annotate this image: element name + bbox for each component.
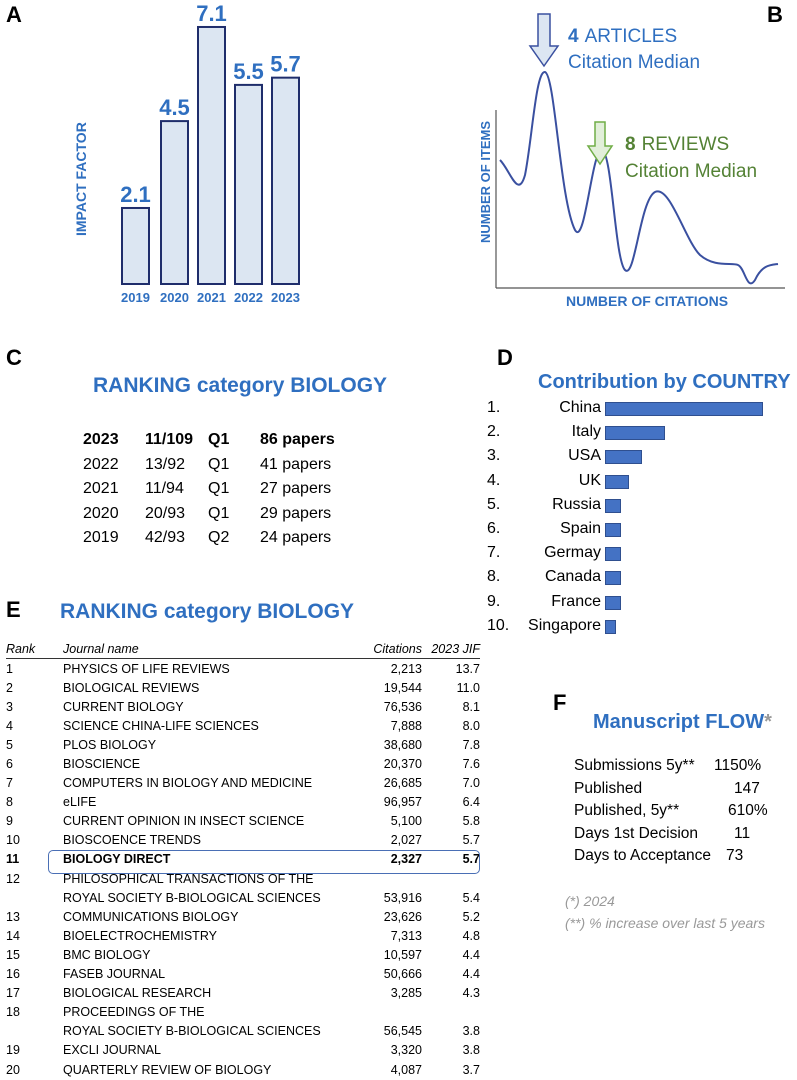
ranking-title-e: RANKING category BIOLOGY [60,600,355,623]
cell-papers: 24 papers [260,529,332,546]
articles-annotation: 4 ARTICLES [568,26,678,47]
cell-year: 2020 [83,504,119,522]
citation-distribution-chart [470,0,797,320]
panel-label-d: D [497,345,513,370]
country-rank: 10. [487,616,510,634]
table-row [6,965,480,984]
country-bar-russia [605,499,621,513]
rank-cell: 2 [6,680,13,695]
jif-cell: 8.1 [462,699,480,714]
table-row [6,984,480,1003]
rank-cell: 4 [6,718,13,733]
citations-cell: 76,536 [383,699,422,714]
jif-cell: 5.7 [462,852,480,867]
cell-papers: 41 papers [260,455,332,473]
flow-row [574,823,768,846]
journal-name-cell: BIOLOGICAL RESEARCH [63,986,212,1001]
country-rank: 1. [487,399,501,416]
cell-q: Q1 [208,431,230,448]
articles-arrow-icon [530,14,558,66]
bar-value-label: 4.5 [159,95,190,121]
country-bar-usa [605,450,642,464]
jif-cell: 3.8 [462,1043,480,1058]
rank-cell: 20 [6,1062,20,1077]
citations-cell: 5,100 [390,814,422,829]
journal-name-cell: ROYAL SOCIETY B-BIOLOGICAL SCIENCES [63,1024,321,1039]
journal-name-cell: PLOS BIOLOGY [63,737,157,752]
citations-cell: 96,957 [383,795,422,810]
ranking-row [83,428,370,453]
journal-name-cell: FASEB JOURNAL [63,967,166,982]
flow-value: 610% [728,802,768,819]
journal-name-cell: BIOSCIENCE [63,757,141,772]
cell-year: 2023 [83,431,119,448]
citations-cell: 2,213 [390,661,422,676]
bar-value-label: 2.1 [120,181,151,207]
cell-papers: 27 papers [260,480,332,497]
bar-value-label: 5.7 [270,51,301,77]
table-row [6,697,480,716]
rank-cell: 18 [6,1005,20,1020]
jif-cell: 7.8 [462,737,480,752]
table-row [6,831,480,850]
table-header [6,642,480,659]
country-rank: 7. [487,544,501,562]
cell-q: Q1 [208,480,230,497]
journal-name-cell: EXCLI JOURNAL [63,1043,161,1058]
jif-cell: 5.8 [462,814,480,829]
citations-cell: 2,027 [390,833,422,848]
country-label: Singapore [528,616,601,634]
rank-cell: 7 [6,776,13,791]
flow-value: 11 [734,824,751,842]
country-label: Canada [544,568,601,586]
panel-label-f: F [553,690,567,715]
bar-2020 [161,121,188,284]
citations-cell: 3,320 [390,1043,422,1058]
column-header: 2023 JIF [431,642,480,656]
x-tick-label: 2019 [121,290,150,305]
column-header: Journal name [63,642,139,656]
flow-value: 1150% [714,757,762,774]
citations-cell: 56,545 [383,1024,422,1039]
x-tick-label: 2021 [197,290,226,305]
jif-cell: 4.4 [462,967,480,982]
rank-cell: 11 [6,852,20,867]
flow-label: Days to Acceptance [574,847,711,864]
country-label: Spain [560,520,601,537]
highlight-box [48,850,480,874]
flow-value: 147 [734,779,760,797]
x-tick-label: 2023 [271,290,300,305]
cell-year: 2019 [83,529,119,546]
cell-rank: 42/93 [145,529,186,546]
country-rank: 4. [487,471,501,489]
journal-name-cell: CURRENT BIOLOGY [63,699,184,714]
journal-name-cell: PHILOSOPHICAL TRANSACTIONS OF THE [63,871,314,886]
citations-cell: 20,370 [383,757,422,772]
panel-label-a: A [6,2,22,27]
country-bar-china [605,402,763,416]
x-axis-label: NUMBER OF CITATIONS [566,293,729,309]
country-label: China [559,399,601,416]
cell-papers: 86 papers [260,431,335,448]
jif-cell: 8.0 [462,718,480,733]
flow-title-star: * [764,711,772,733]
jif-cell: 5.4 [462,890,480,905]
ranking-row [83,502,370,527]
panel-label-c: C [6,345,22,370]
flow-notes [565,890,765,934]
journal-name-cell: COMMUNICATIONS BIOLOGY [63,909,239,924]
country-rank: 2. [487,423,501,441]
country-label: Russia [552,495,601,513]
rank-cell: 13 [6,909,20,924]
flow-row [574,800,768,823]
panel-label-e: E [6,597,21,622]
bar-2019 [122,208,149,284]
column-header: Rank [6,642,36,656]
flow-label: Submissions 5y** [574,757,695,774]
country-bar-canada [605,571,621,585]
flow-value: 73 [726,847,744,864]
ranking-history-table [83,428,370,551]
journal-name-cell: BIOSCOENCE TRENDS [63,833,201,848]
ranking-row [83,526,370,551]
jif-cell: 4.4 [462,947,480,962]
table-row [6,716,480,735]
table-row [6,754,480,773]
reviews-median-label: Citation Median [625,161,758,182]
citations-cell: 38,680 [383,737,422,752]
flow-title-text: Manuscript FLOW [593,711,765,733]
table-row [6,1060,480,1079]
jif-cell: 5.2 [462,909,480,924]
rank-cell: 12 [6,871,20,886]
cell-papers: 29 papers [260,504,332,522]
country-bar-chart [483,399,783,639]
journal-name-cell: COMPUTERS IN BIOLOGY AND MEDICINE [63,776,313,791]
cell-rank: 11/109 [145,431,194,448]
cell-q: Q2 [208,529,230,546]
ranking-row [83,477,370,502]
note-2: (**) % increase over last 5 years [565,915,765,931]
country-bar-italy [605,426,665,440]
table-row [6,945,480,964]
country-title: Contribution by COUNTRY [538,371,791,393]
rank-cell: 6 [6,757,13,772]
flow-label: Published, 5y** [574,802,680,819]
rank-cell: 15 [6,947,20,962]
journal-name-cell: SCIENCE CHINA-LIFE SCIENCES [63,718,259,733]
bar-value-label: 5.5 [233,58,264,84]
rank-cell: 3 [6,699,13,714]
cell-rank: 20/93 [145,504,186,522]
impact-factor-chart [0,0,340,320]
citations-cell: 2,327 [390,852,422,867]
jif-cell: 11.0 [456,680,480,695]
country-label: Italy [571,423,601,441]
country-label: USA [568,447,601,465]
bar-2023 [272,78,299,284]
rank-cell: 19 [6,1043,20,1058]
flow-row [574,778,768,801]
flow-title [593,710,772,734]
jif-cell: 4.8 [462,928,480,943]
journal-name-cell: QUARTERLY REVIEW OF BIOLOGY [63,1062,272,1077]
cell-year: 2022 [83,455,119,473]
jif-cell: 13.7 [455,661,480,676]
x-tick-label: 2022 [234,290,263,305]
y-axis-label: NUMBER OF ITEMS [478,120,493,243]
citations-cell: 26,685 [383,776,422,791]
country-rank: 5. [487,495,501,513]
table-row [6,1003,480,1022]
journal-name-cell: BMC BIOLOGY [63,947,151,962]
rank-cell: 8 [6,795,13,810]
citations-cell: 7,313 [390,928,422,943]
table-row [6,774,480,793]
note-1: (*) 2024 [565,893,615,909]
citations-cell: 50,666 [383,967,422,982]
bar-2022 [235,85,262,284]
table-row [6,793,480,812]
articles-median-label: Citation Median [568,52,701,73]
jif-cell: 5.7 [462,833,480,848]
table-row [6,1041,480,1060]
reviews-arrow-icon [588,122,612,164]
rank-cell: 5 [6,737,13,752]
citations-cell: 23,626 [383,909,422,924]
country-rank: 6. [487,520,501,537]
journal-name-cell: BIOLOGY DIRECT [63,852,171,867]
citations-cell: 3,285 [390,986,422,1001]
flow-label: Published [574,779,643,797]
table-row [6,907,480,926]
jif-cell: 3.7 [462,1062,480,1077]
country-rank: 9. [487,592,501,610]
citations-cell: 7,888 [390,718,422,733]
rank-cell: 10 [6,833,20,848]
journal-name-cell: BIOLOGICAL REVIEWS [63,680,200,695]
journal-name-cell: ROYAL SOCIETY B-BIOLOGICAL SCIENCES [63,890,321,905]
rank-cell: 9 [6,814,13,829]
jif-cell: 4.3 [462,986,480,1001]
table-row [6,659,480,678]
journal-name-cell: CURRENT OPINION IN INSECT SCIENCE [63,814,305,829]
country-bar-france [605,596,621,610]
citations-cell: 19,544 [383,680,422,695]
country-label: Germay [544,544,601,562]
ranking-title-c: RANKING category BIOLOGY [93,374,388,397]
country-label: UK [578,471,601,489]
country-bar-spain [605,523,621,537]
journal-name-cell: PHYSICS OF LIFE REVIEWS [63,661,230,676]
country-label: France [551,592,601,610]
jif-cell: 3.8 [462,1024,480,1039]
rank-cell: 16 [6,967,20,982]
cell-rank: 11/94 [145,480,184,497]
manuscript-flow-table [574,755,768,868]
table-row [6,678,480,697]
journal-name-cell: eLIFE [63,795,97,810]
cell-q: Q1 [208,504,230,522]
ranking-row [83,453,370,478]
journal-name-cell: PROCEEDINGS OF THE [63,1005,205,1020]
flow-label: Days 1st Decision [574,824,699,842]
x-tick-label: 2020 [160,290,189,305]
rank-cell: 14 [6,928,20,943]
y-axis-label: IMPACT FACTOR [73,122,89,236]
country-bar-uk [605,475,629,489]
jif-cell: 6.4 [462,795,480,810]
country-rank: 8. [487,568,501,586]
jif-cell: 7.0 [462,776,480,791]
table-row [6,1022,480,1041]
cell-q: Q1 [208,455,230,473]
rank-cell: 1 [6,661,13,676]
reviews-annotation: 8 REVIEWS [625,134,730,155]
citations-cell: 10,597 [383,947,422,962]
jif-cell: 7.6 [462,757,480,772]
rank-cell: 17 [6,986,20,1001]
cell-rank: 13/92 [145,455,186,473]
country-bar-germay [605,547,621,561]
table-row [6,926,480,945]
cell-year: 2021 [83,480,119,497]
citations-cell: 53,916 [383,890,422,905]
table-row [6,735,480,754]
citations-cell: 4,087 [390,1062,422,1077]
bar-2021 [198,27,225,284]
bar-value-label: 7.1 [196,0,227,26]
flow-row [574,845,768,868]
flow-row [574,755,768,778]
country-rank: 3. [487,447,501,465]
column-header: Citations [373,642,422,656]
journal-name-cell: BIOELECTROCHEMISTRY [63,928,217,943]
panel-label-b: B [767,2,783,27]
country-bar-singapore [605,620,616,634]
table-row [6,812,480,831]
table-row [6,888,480,907]
